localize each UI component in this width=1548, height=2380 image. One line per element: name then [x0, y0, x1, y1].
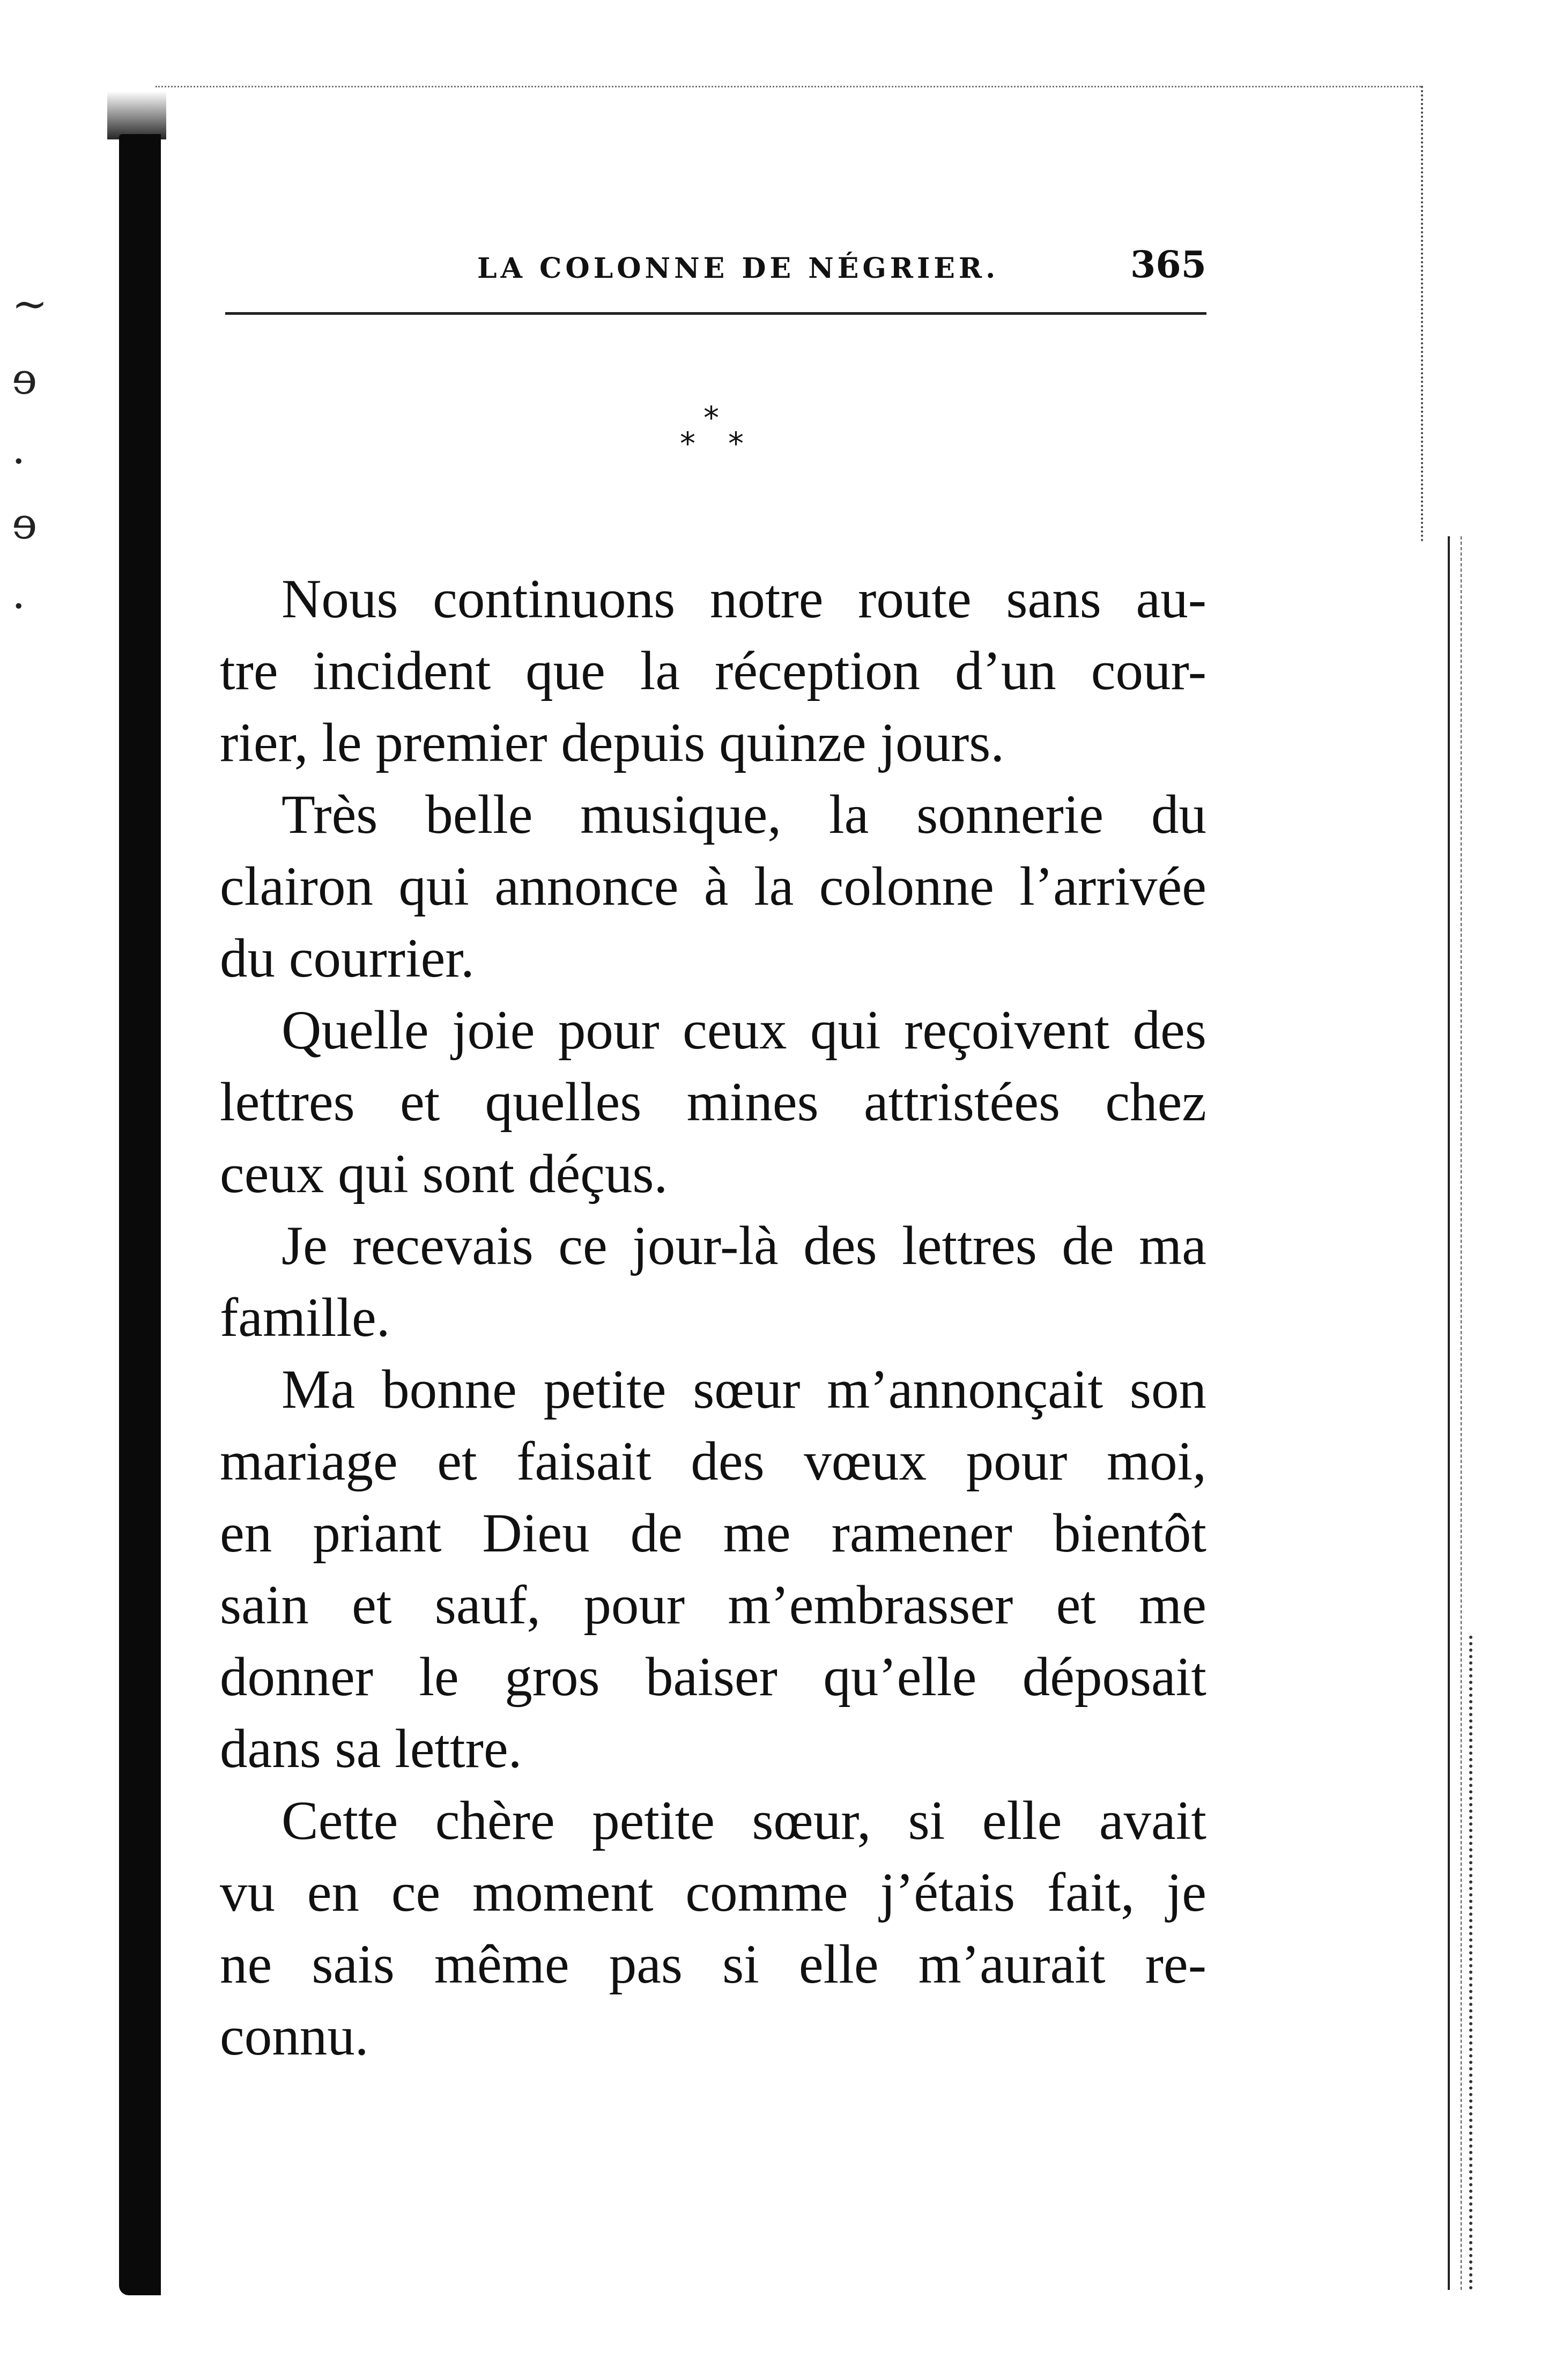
margin-fragment: ɘ — [12, 354, 38, 404]
asterism-star: * — [680, 425, 695, 462]
binding-shadow-top — [107, 91, 166, 139]
text-line: du courrier. — [220, 928, 475, 989]
text-line: Ma bonne petite sœur m’annonçait son — [282, 1359, 1206, 1420]
running-header — [225, 236, 1206, 300]
text-line: dans sa lettre. — [220, 1718, 522, 1779]
book-spine-shadow — [119, 134, 161, 2295]
header-rule — [225, 312, 1206, 315]
text-line: vu en ce moment comme j’étais fait, je — [220, 1862, 1206, 1923]
running-title: LA COLONNE DE NÉGRIER. — [477, 252, 999, 285]
text-line: ne sais même pas si elle m’aurait re- — [220, 1934, 1206, 1995]
margin-fragment: . — [12, 424, 26, 474]
text-line: clairon qui annonce à la colonne l’arrivée — [220, 856, 1206, 917]
text-line: Cette chère petite sœur, si elle avait — [282, 1790, 1206, 1851]
body-text — [220, 563, 1206, 2072]
page-number: 365 — [1130, 243, 1206, 286]
page-right-edge-lower — [1469, 1636, 1488, 2290]
margin-fragment: . — [12, 568, 26, 618]
margin-fragment: ~ — [12, 279, 48, 329]
text-line: tre incident que la réception d’un cour- — [220, 640, 1206, 701]
asterism-star: * — [703, 400, 719, 436]
text-line: Quelle joie pour ceux qui reçoivent des — [282, 1000, 1206, 1061]
text-line: donner le gros baiser qu’elle déposait — [220, 1646, 1206, 1708]
text-line: Très belle musique, la sonnerie du — [282, 784, 1206, 845]
text-line: en priant Dieu de me ramener bientôt — [220, 1503, 1206, 1564]
asterism-star: * — [728, 425, 744, 462]
text-line: sain et sauf, pour m’embrasser et me — [220, 1575, 1206, 1636]
page-right-edge-top — [1421, 86, 1425, 542]
text-line: lettres et quelles mines attristées chez — [220, 1071, 1206, 1133]
text-line: Je recevais ce jour-là des lettres de ma — [282, 1215, 1206, 1276]
text-line: ceux qui sont déçus. — [220, 1143, 668, 1204]
page-top-edge — [155, 86, 1421, 87]
margin-fragment: ɘ — [12, 499, 38, 549]
text-line: Nous continuons notre route sans au- — [282, 568, 1206, 630]
text-line: famille. — [220, 1287, 390, 1348]
text-line: mariage et faisait des vœux pour moi, — [220, 1431, 1206, 1492]
asterism-separator — [665, 400, 772, 475]
text-line: connu. — [220, 2006, 369, 2067]
page-right-edge — [1448, 536, 1462, 2290]
text-line: rier, le premier depuis quinze jours. — [220, 712, 1005, 773]
